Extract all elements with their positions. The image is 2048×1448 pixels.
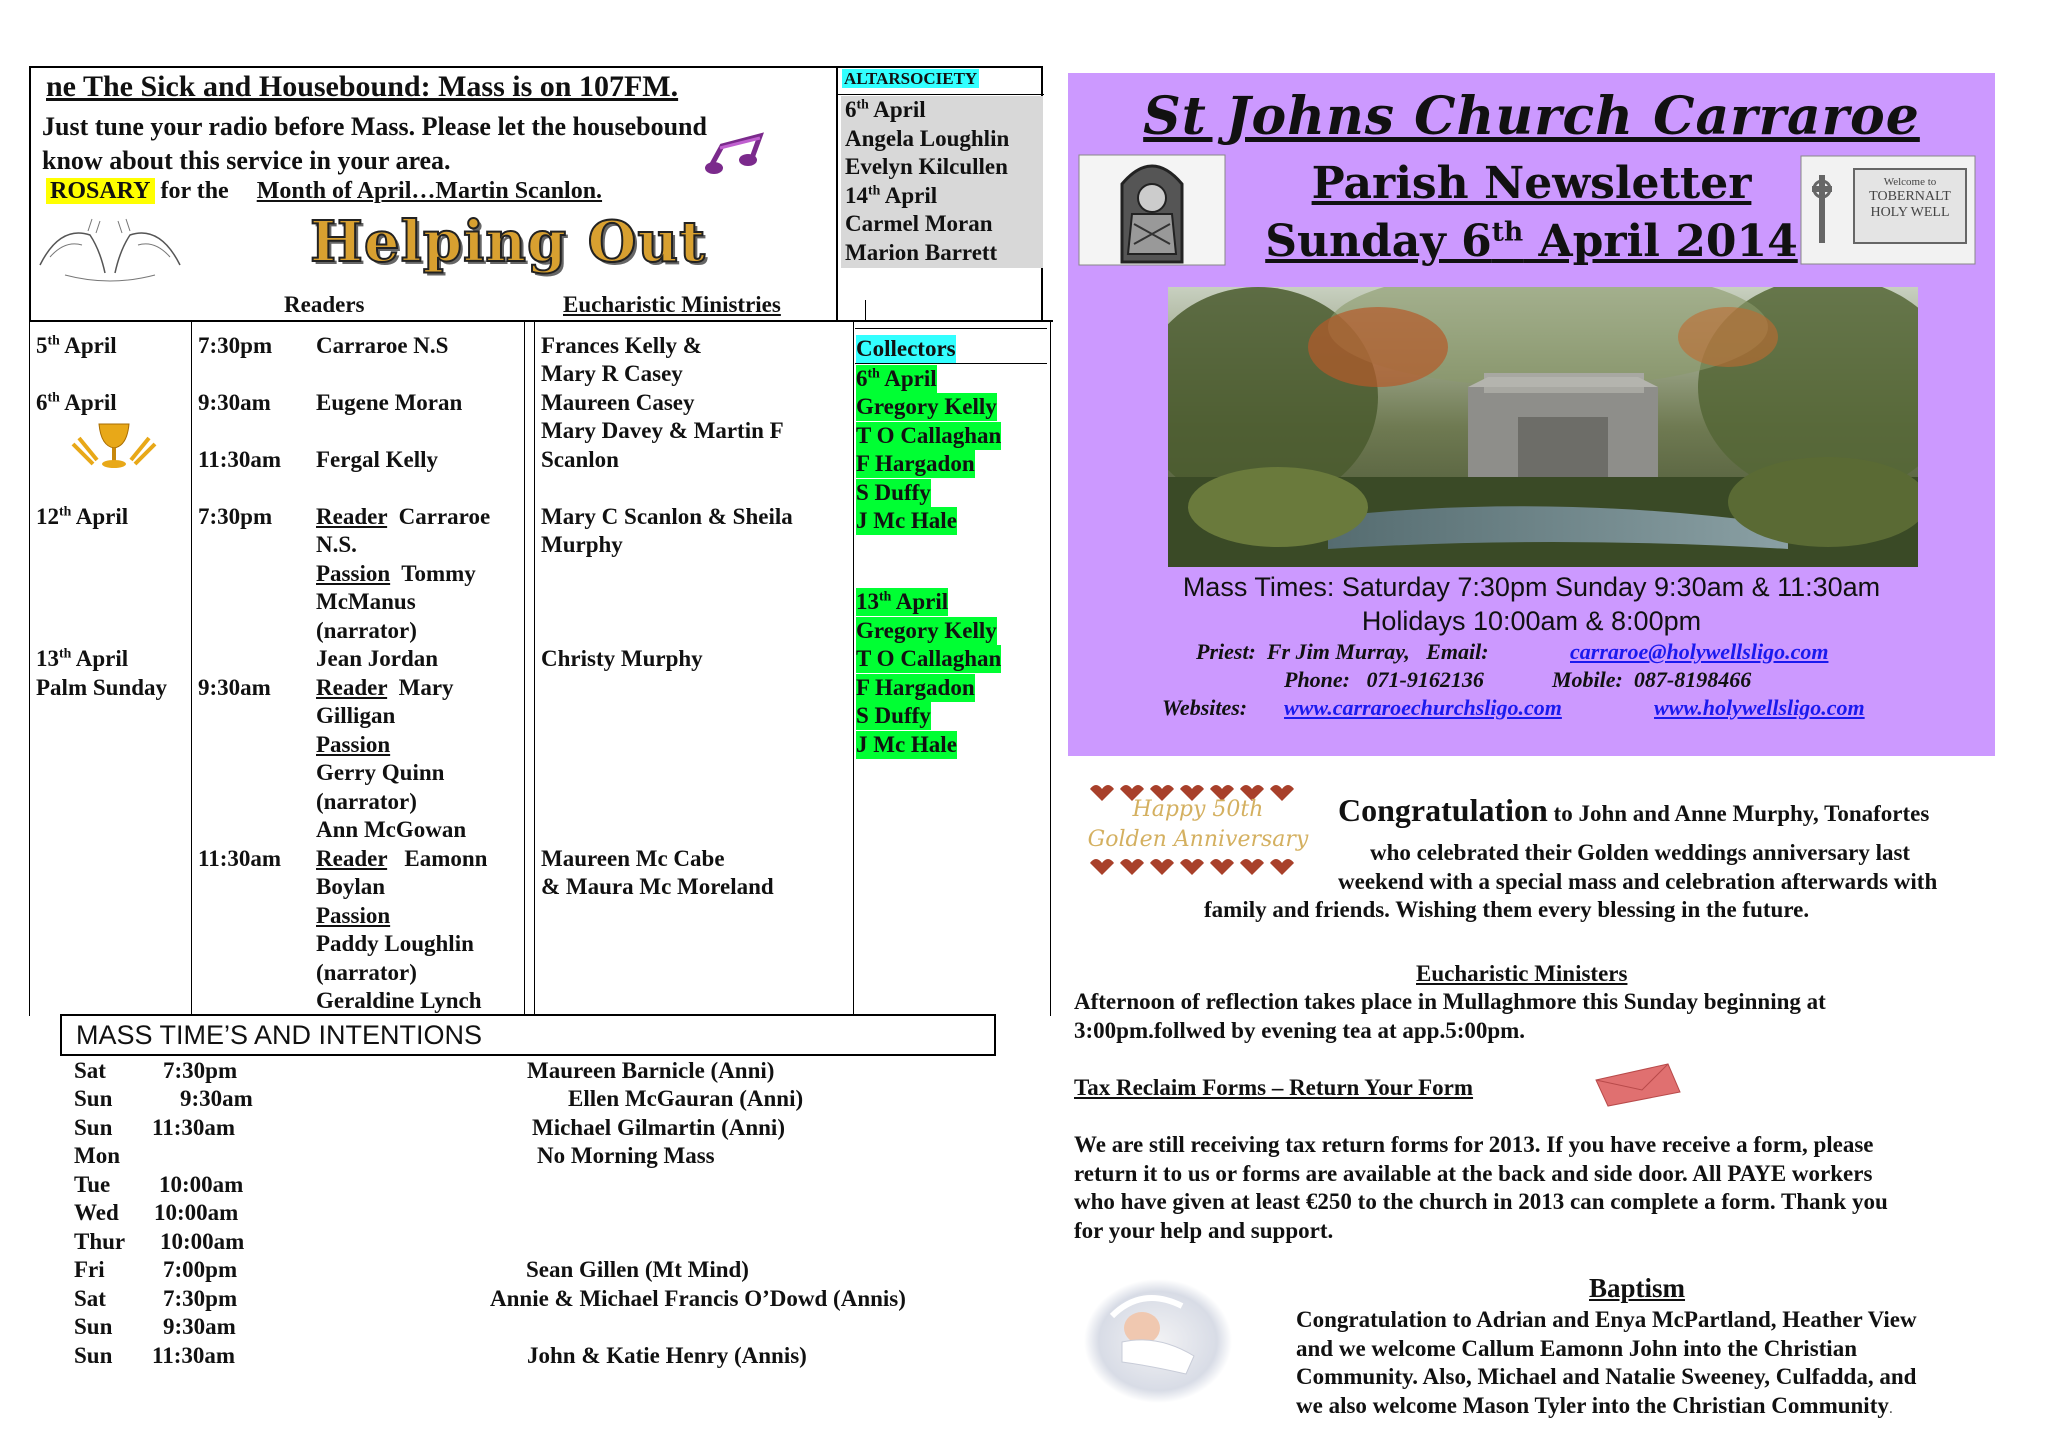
altar-society-list xyxy=(841,96,1043,268)
passion-entry: Passion xyxy=(316,732,391,757)
altar-member: Evelyn Kilcullen xyxy=(845,154,1008,179)
passion-entry: McManus xyxy=(316,589,416,614)
baptism-baby-image xyxy=(1082,1276,1234,1406)
chalice-icon xyxy=(69,420,159,476)
stained-glass-image xyxy=(1078,154,1226,266)
time: 9:30am xyxy=(198,675,271,700)
time: 9:30am xyxy=(198,390,271,415)
website-link-1[interactable]: www.carraroechurchsligo.com xyxy=(1284,695,1562,720)
minister-entry: Maureen Mc Cabe xyxy=(541,846,725,871)
collector-name: F Hargadon xyxy=(856,675,975,700)
time: 11:30am xyxy=(198,846,282,871)
reader-entry: Carraroe N.S xyxy=(316,333,449,358)
mass-time: 9:30am xyxy=(163,1314,236,1339)
reader-entry: Reader Mary xyxy=(316,675,454,700)
mass-intention: No Morning Mass xyxy=(537,1143,715,1168)
passion-entry: Paddy Loughlin xyxy=(316,931,474,956)
altar-society-label: ALTARSOCIETY xyxy=(844,69,978,88)
mass-intention: Sean Gillen (Mt Mind) xyxy=(526,1257,749,1282)
collectors-label: Collectors xyxy=(856,336,956,361)
passion-entry: Ann McGowan xyxy=(316,817,467,842)
mass-day: Sun xyxy=(74,1115,113,1140)
sick-housebound-heading: ne The Sick and Housebound: Mass is on 107FM. xyxy=(46,70,679,103)
collector-name: J Mc Hale xyxy=(856,508,957,533)
collector-name: S Duffy xyxy=(856,480,931,505)
altar-member: Marion Barrett xyxy=(845,239,998,265)
eucharistic-ministers-text: Afternoon of reflection takes place in Mullaghmore this Sunday beginning at 3:00pm.follwed by evening tea at app.5:00pm. xyxy=(1074,989,1826,1043)
golden-anniversary-graphic xyxy=(1080,775,1316,883)
minister-entry: Maureen Casey xyxy=(541,390,695,415)
plaque-text: Welcome to TOBERNALT HOLY WELL xyxy=(1869,176,1951,220)
collector-name: T O Callaghan xyxy=(856,646,1002,671)
congratulation-text: weekend with a special mass and celebration afterwards with xyxy=(1338,869,1938,894)
mass-time: 11:30am xyxy=(152,1343,236,1368)
mass-day: Thur xyxy=(74,1229,126,1254)
minister-entry: Scanlon xyxy=(541,447,619,472)
baptism-text: Congratulation to Adrian and Enya McPartland, Heather View and we welcome Callum Eamonn John into the Christian Community. Also, Michael and Natalie Sweeney, Culfadda, and we also welcome Mason Tyler into the Christian Community. xyxy=(1296,1307,1917,1418)
mass-day: Sat xyxy=(74,1286,106,1311)
reader-entry: Fergal Kelly xyxy=(316,447,438,472)
passion-entry: Passion Tommy xyxy=(316,561,476,586)
mass-day: Tue xyxy=(74,1172,111,1197)
passion-entry: (narrator) xyxy=(316,789,417,814)
reader-entry: Eugene Moran xyxy=(316,390,463,415)
mass-time: 7:30pm xyxy=(163,1058,238,1083)
passion-entry: Gerry Quinn xyxy=(316,760,445,785)
newsletter-title: Parish Newsletter xyxy=(1311,158,1752,209)
priest-line: Priest: Fr Jim Murray, Email: xyxy=(1196,639,1489,664)
mass-time: 10:00am xyxy=(154,1200,239,1225)
mass-time: 11:30am xyxy=(152,1115,236,1140)
passion-entry: (narrator) xyxy=(316,960,417,985)
mobile-line: Mobile: 087-8198466 xyxy=(1552,667,1752,692)
phone-line: Phone: 071-9162136 xyxy=(1284,667,1484,692)
mass-day: Sun xyxy=(74,1314,113,1339)
time: 11:30am xyxy=(198,447,282,472)
congratulation-text: family and friends. Wishing them every blessing in the future. xyxy=(1204,897,1810,922)
passion-entry: Passion xyxy=(316,903,391,928)
altar-member: Carmel Moran xyxy=(845,211,993,236)
reader-entry: Jean Jordan xyxy=(316,646,439,671)
mass-intention: Michael Gilmartin (Anni) xyxy=(532,1115,785,1140)
website-link-2[interactable]: www.holywellsligo.com xyxy=(1654,695,1865,720)
helping-out-title: Helping Out xyxy=(310,209,706,275)
reader-entry: Reader Eamonn xyxy=(316,846,488,871)
mass-intention: Ellen McGauran (Anni) xyxy=(568,1086,804,1111)
mass-times-heading: MASS TIME’S AND INTENTIONS xyxy=(60,1014,996,1056)
tax-reclaim-heading: Tax Reclaim Forms – Return Your Form xyxy=(1074,1075,1474,1100)
email-link[interactable]: carraroe@holywellsligo.com xyxy=(1570,639,1829,664)
reader-entry: N.S. xyxy=(316,532,357,557)
passion-entry: (narrator) xyxy=(316,618,417,643)
collectors-date-13: 13th April xyxy=(856,588,949,614)
anniversary-text: Happy 50th Golden Anniversary xyxy=(1087,797,1309,852)
altar-date-14: 14th April xyxy=(845,181,938,208)
eucharistic-ministers-heading: Eucharistic Ministers xyxy=(1416,961,1628,986)
reader-entry: Boylan xyxy=(316,874,386,899)
newsletter-masthead xyxy=(1068,73,1995,756)
altar-society-label-row xyxy=(838,68,1044,95)
time: 7:30pm xyxy=(198,333,273,358)
open-hands-icon xyxy=(30,195,190,287)
collector-name: J Mc Hale xyxy=(856,732,957,757)
minister-entry: Murphy xyxy=(541,532,623,557)
altar-date-6: 6th April xyxy=(845,96,926,122)
sick-housebound-text: Just tune your radio before Mass. Please let the housebound know about this service in your area. xyxy=(42,112,707,175)
date-5-april: 5th April xyxy=(36,332,117,358)
collector-name: F Hargadon xyxy=(856,451,975,476)
minister-entry: & Maura Mc Moreland xyxy=(541,874,774,899)
palm-sunday-label: Palm Sunday xyxy=(36,675,168,700)
baptism-heading: Baptism xyxy=(1589,1273,1686,1303)
passion-entry: Geraldine Lynch xyxy=(316,988,482,1013)
mass-time: 7:00pm xyxy=(163,1257,238,1282)
mass-day: Sat xyxy=(74,1058,106,1083)
mass-day: Sun xyxy=(74,1086,113,1111)
mass-time: 10:00am xyxy=(160,1229,245,1254)
mass-times-summary: Mass Times: Saturday 7:30pm Sunday 9:30am & 11:30am Holidays 10:00am & 8:00pm xyxy=(1182,572,1881,636)
collector-name: S Duffy xyxy=(856,703,931,728)
time: 7:30pm xyxy=(198,504,273,529)
collector-name: T O Callaghan xyxy=(856,423,1002,448)
mass-time: 9:30am xyxy=(180,1086,253,1111)
mass-intention: Maureen Barnicle (Anni) xyxy=(527,1058,775,1083)
congratulation-text: who celebrated their Golden weddings anniversary last xyxy=(1370,840,1911,865)
reader-entry: Gilligan xyxy=(316,703,396,728)
collectors-date-6: 6th April xyxy=(856,365,937,391)
mass-day: Sun xyxy=(74,1343,113,1368)
minister-entry: Frances Kelly & xyxy=(541,333,702,358)
date-12-april: 12th April xyxy=(36,503,129,529)
church-title: St Johns Church Carraroe xyxy=(1143,86,1920,147)
mass-time: 7:30pm xyxy=(163,1286,238,1311)
minister-entry: Mary Davey & Martin F xyxy=(541,418,784,443)
mass-time: 10:00am xyxy=(159,1172,244,1197)
eucharistic-ministries-header: Eucharistic Ministries xyxy=(563,292,781,317)
music-note-icon xyxy=(700,128,780,176)
mass-intention: Annie & Michael Francis O’Dowd (Annis) xyxy=(490,1286,906,1311)
rosary-line: ROSARY for the Month of April…Martin Scanlon. xyxy=(46,176,602,206)
congratulation-paragraph: Congratulation to John and Anne Murphy, Tonafortes xyxy=(1338,792,1930,828)
tax-reclaim-text: We are still receiving tax return forms for 2013. If you have receive a form, please return it to us or forms are available at the back and side door. All PAYE workers who have given at least €250 to the church in 2013 can complete a form. Thank you for your help and support. xyxy=(1074,1132,1888,1243)
mass-day: Wed xyxy=(74,1200,119,1225)
mass-day: Mon xyxy=(74,1143,120,1168)
mass-day: Fri xyxy=(74,1257,105,1282)
envelope-icon xyxy=(1590,1060,1686,1108)
holy-well-photo xyxy=(1168,287,1918,567)
date-13-april: 13th April xyxy=(36,645,129,671)
collector-name: Gregory Kelly xyxy=(856,394,997,419)
minister-entry: Mary C Scanlon & Sheila xyxy=(541,504,793,529)
date-6-april: 6th April xyxy=(36,389,117,415)
websites-label: Websites: xyxy=(1162,695,1248,720)
congratulation-heading: Congratulation xyxy=(1338,792,1548,828)
minister-entry: Mary R Casey xyxy=(541,361,683,386)
collector-name: Gregory Kelly xyxy=(856,618,997,643)
minister-entry: Christy Murphy xyxy=(541,646,703,671)
reader-entry: Reader Carraroe xyxy=(316,504,491,529)
altar-member: Angela Loughlin xyxy=(845,125,1010,151)
readers-column-header: Readers xyxy=(284,292,365,317)
schedule-table xyxy=(29,320,1053,1016)
mass-intention: John & Katie Henry (Annis) xyxy=(527,1343,807,1368)
newsletter-date: Sunday 6th April 2014 xyxy=(1265,216,1798,267)
